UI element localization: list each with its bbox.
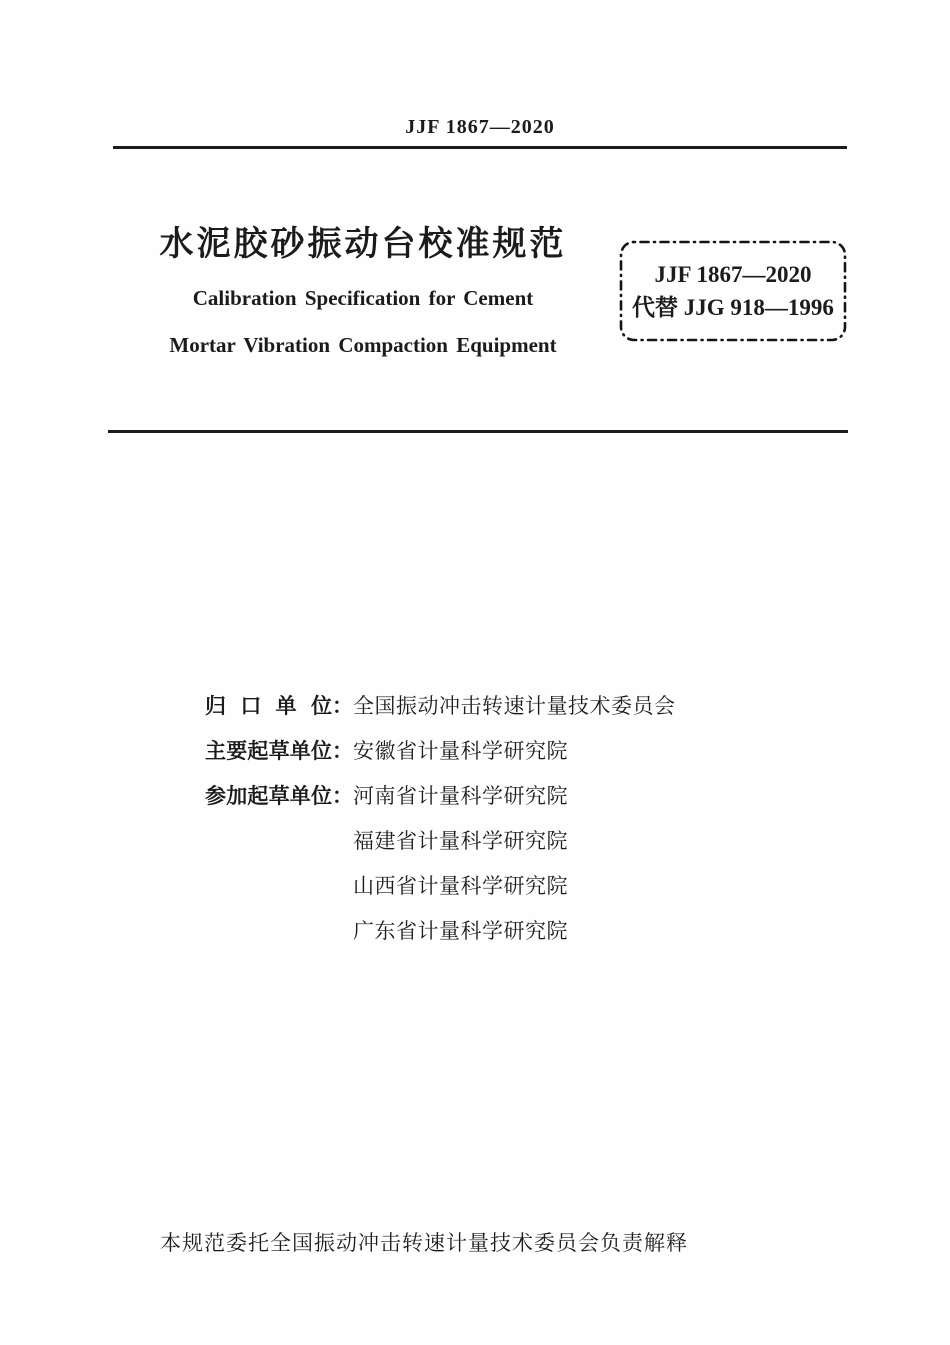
page-header-standard-code: JJF 1867—2020 (405, 116, 555, 138)
document-title-english-line2: Mortar Vibration Compaction Equipment (169, 333, 557, 357)
credit-value: 福建省计量科学研究院 (353, 829, 568, 853)
document-title-chinese: 水泥胶砂振动台校准规范 (159, 225, 567, 263)
standard-code-badge (618, 239, 848, 343)
credit-value: 河南省计量科学研究院 (353, 784, 568, 808)
document-title-english-line1: Calibration Specification for Cement (192, 286, 534, 310)
header-divider-line (113, 146, 847, 149)
credit-value: 山西省计量科学研究院 (353, 874, 568, 898)
interpretation-responsibility-note: 本规范委托全国振动冲击转速计量技术委员会负责解释 (160, 1231, 688, 1255)
credit-row-participating-unit (205, 864, 676, 909)
badge-text (618, 239, 848, 343)
section-divider-line (108, 430, 848, 433)
credit-row-participating-unit (205, 774, 676, 819)
credit-colon: ： (332, 785, 353, 808)
credit-value: 广东省计量科学研究院 (353, 919, 568, 943)
drafting-credits-list (205, 684, 676, 954)
credit-colon: ： (332, 695, 353, 718)
credit-row-main-drafting-unit (205, 729, 676, 774)
credit-value: 安徽省计量科学研究院 (353, 739, 568, 763)
badge-code-line: JJF 1867—2020 (654, 262, 812, 287)
title-block (113, 224, 613, 357)
credit-row-participating-unit (205, 819, 676, 864)
credit-label: 主要起草单位 (205, 740, 332, 763)
credit-row-centralized-unit (205, 684, 676, 729)
credit-label: 参加起草单位 (205, 785, 332, 808)
credit-label: 归口单位 (205, 695, 332, 718)
credit-value: 全国振动冲击转速计量技术委员会 (353, 694, 676, 718)
credit-row-participating-unit (205, 909, 676, 954)
badge-replaces-line: 代替 JJG 918—1996 (632, 295, 834, 320)
credit-colon: ： (332, 740, 353, 763)
